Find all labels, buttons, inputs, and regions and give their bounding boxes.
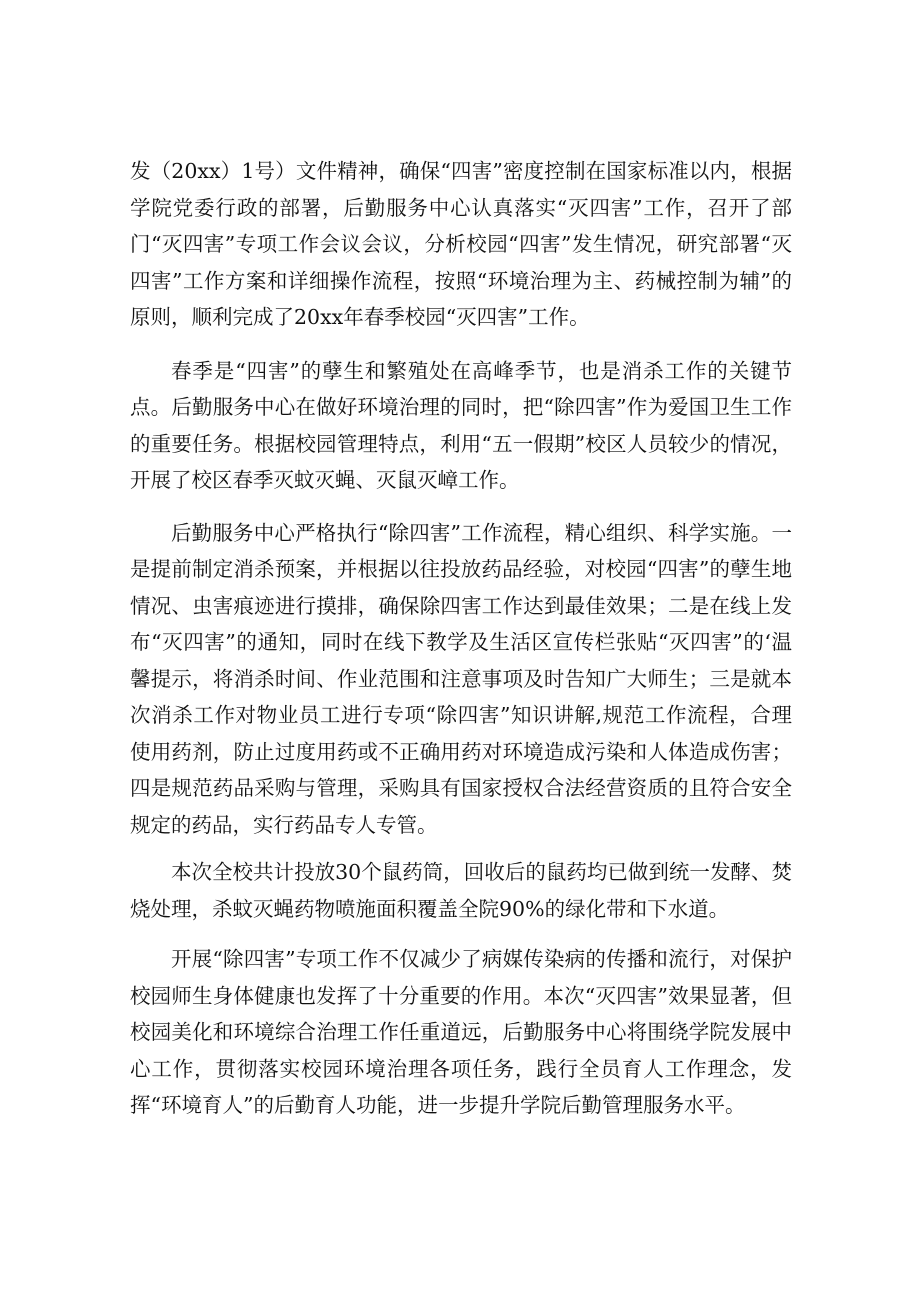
- paragraph-continuation: 发（20xx）1号）文件精神，确保“四害”密度控制在国家标准以内，根据学院党委行政的部署，后勤服务中心认真落实“灭四害”工作，召开了部门“灭四害”专项工作会议会议，分析校园“四害”发生情况，研究部署“灭四害”工作方案和详细操作流程，按照“环境治理为主、药械控制为辅”的原则，顺利完成了20xx年春季校园“灭四害”工作。: [130, 159, 792, 329]
- paragraph-workflow: 后勤服务中心严格执行“除四害”工作流程，精心组织、科学实施。一是提前制定消杀预案，并根据以往投放药品经验，对校园“四害”的孽生地情况、虫害痕迹进行摸排，确保除四害工作达到最佳效果；二是在线上发布“灭四害”的通知，同时在线下教学及生活区宣传栏张贴“灭四害”的‘温馨提示，将消杀时间、作业范围和注意事项及时告知广大师生；三是就本次消杀工作对物业员工进行专项“除四害”知识讲解,规范工作流程，合理使用药剂，防止过度用药或不正确用药对环境造成污染和人体造成伤害；四是规范药品采购与管理，采购具有国家授权合法经营资质的且符合安全规定的药品，实行药品专人专管。: [130, 520, 792, 837]
- paragraph-spring-season: 春季是“四害”的孽生和繁殖处在高峰季节，也是消杀工作的关键节点。后勤服务中心在做好环境治理的同时，把“除四害”作为爱国卫生工作的重要任务。根据校园管理特点，利用“五一假期”校区人员较少的情况，开展了校区春季灭蚊灭蝇、灭鼠灭嶂工作。: [130, 358, 792, 492]
- document-body: [130, 153, 792, 1124]
- paragraph-statistics: 本次全校共计投放30个鼠药筒，回收后的鼠药均已做到统一发酵、焚烧处理，杀蚊灭蝇药物喷施面积覆盖全院90%的绿化带和下水道。: [130, 860, 792, 921]
- paragraph-conclusion: 开展“除四害”专项工作不仅减少了病媒传染病的传播和流行，对保护校园师生身体健康也发挥了十分重要的作用。本次“灭四害”效果显著，但校园美化和环境综合治理工作任重道远，后勤服务中心将围绕学院发展中心工作，贯彻落实校园环境治理各项任务，践行全员育人工作理念，发挥“环境育人”的后勤育人功能，进一步提升学院后勤管理服务水平。: [130, 947, 792, 1117]
